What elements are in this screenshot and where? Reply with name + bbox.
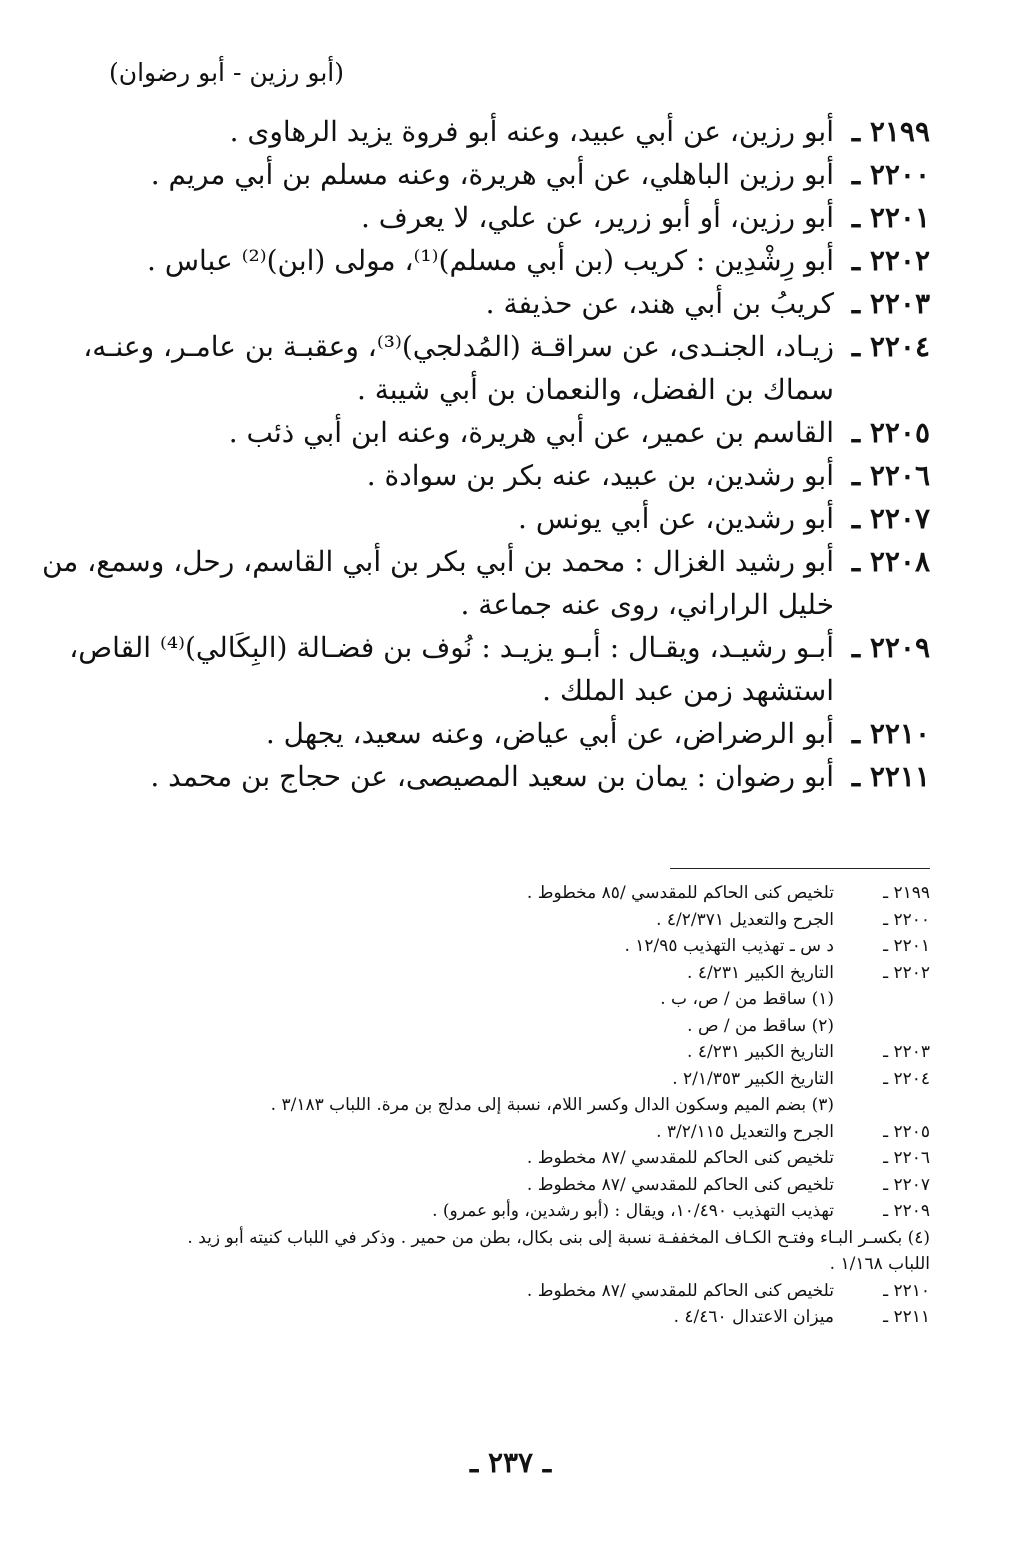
entry-text: أبو رشدين، عن أبي يونس . (518, 502, 834, 535)
entry-2200 (130, 153, 930, 196)
entry-2201 (130, 196, 930, 239)
entry-text: كريبُ بن أبي هند، عن حذيفة . (485, 287, 834, 320)
note-text: الجرح والتعديل ٣/٢/١١٥ . (656, 1121, 834, 1142)
entry-number: ٢٢٠٤ ـ (851, 330, 930, 363)
entry-number: ٢٢٠٢ ـ (851, 244, 930, 277)
entry-number: ٢٢٠٩ ـ (851, 631, 930, 664)
footnote-1: (١) ساقط من / ص، ب . (660, 989, 834, 1009)
footnote-4: (٤) بكسـر البـاء وفتـح الكـاف المخففـة نسبة إلى بنى بكال، بطن من حمير . وذكر في اللباب كنيته أبو زيد . (187, 1227, 930, 1248)
note-text: الجرح والتعديل ٤/٢/٣٧١ . (656, 909, 834, 930)
entry-2209 (69, 626, 930, 712)
entry-2208 (41, 540, 930, 626)
entry-number: ٢٢٠٦ ـ (851, 459, 930, 492)
note-2210 (150, 1278, 930, 1305)
entry-text: أبـو رشيـد، ويقـال : أبـو يزيـد : نُوف بن فضـالة (البِكَالي)⁽⁴⁾ القاص، (69, 631, 834, 664)
entry-text: أبو رضوان : يمان بن سعيد المصيصى، عن حجاج بن محمد . (150, 760, 834, 793)
entry-number: ٢٢٠١ ـ (851, 201, 930, 234)
footnote-3: (٣) بضم الميم وسكون الدال وكسر اللام، نسبة إلى مدلج بن مرة. اللباب ٣/١٨٣ . (270, 1095, 834, 1115)
note-number: ٢٢٠١ ـ (883, 936, 930, 956)
entries-list (41, 110, 930, 798)
entry-2203 (130, 282, 930, 325)
note-number: ٢٢٠٣ ـ (883, 1042, 930, 1062)
entry-2206 (130, 454, 930, 497)
note-text: تلخيص كنى الحاكم للمقدسي /٨٥ مخطوط . (526, 883, 834, 903)
note-text: تلخيص كنى الحاكم للمقدسي /٨٧ مخطوط . (526, 1280, 834, 1301)
entry-2211 (130, 755, 930, 798)
references-section (150, 880, 930, 1331)
entry-text: أبو رِشْدِين : كريب (بن أبي مسلم)⁽¹⁾، مولى (ابن)⁽²⁾ عباس . (147, 244, 834, 277)
note-text: التاريخ الكبير ٤/٢٣١ . (687, 962, 834, 983)
entry-number: ٢٢٠٧ ـ (851, 502, 930, 535)
note-2207 (150, 1172, 930, 1199)
note-2205 (150, 1119, 930, 1146)
note-number: ٢٢١٠ ـ (883, 1280, 930, 1301)
entry-2207 (130, 497, 930, 540)
entry-2210 (130, 712, 930, 755)
entry-2202 (130, 239, 930, 282)
note-2206 (150, 1145, 930, 1172)
footnote-4-continued: اللباب ١/١٦٨ . (829, 1254, 930, 1274)
entry-number: ٢٢٠٥ ـ (851, 416, 930, 449)
entry-2204 (83, 325, 930, 411)
entry-text: أبو رزين الباهلي، عن أبي هريرة، وعنه مسلم بن أبي مريم . (150, 158, 834, 191)
note-number: ٢٢١١ ـ (883, 1307, 930, 1327)
note-text: تلخيص كنى الحاكم للمقدسي /٨٧ مخطوط . (526, 1148, 834, 1168)
note-text: د س ـ تهذيب التهذيب ١٢/٩٥ . (624, 936, 834, 956)
page-number: ـ ٢٣٧ ـ (470, 1446, 552, 1479)
entry-number: ٢٢١١ ـ (851, 760, 930, 793)
entry-number: ٢١٩٩ ـ (851, 115, 930, 148)
note-text: التاريخ الكبير ٤/٢٣١ . (687, 1042, 834, 1062)
entry-text: أبو رزين، عن أبي عبيد، وعنه أبو فروة يزيد الرهاوى . (229, 115, 834, 148)
note-2204 (150, 1066, 930, 1093)
entry-text: أبو رشيد الغزال : محمد بن أبي بكر بن أبي القاسم، رحل، وسمع، من (41, 545, 834, 578)
entry-text: أبو رشدين، بن عبيد، عنه بكر بن سوادة . (366, 459, 834, 492)
entry-text: زيـاد، الجنـدى، عن سراقـة (المُدلجي)⁽³⁾، وعقبـة بن عامـر، وعنـه، (83, 330, 834, 363)
note-text: تلخيص كنى الحاكم للمقدسي /٨٧ مخطوط . (526, 1174, 834, 1195)
note-number: ٢٢٠٥ ـ (883, 1121, 930, 1142)
note-2209 (150, 1198, 930, 1225)
note-number: ٢٢٠٢ ـ (883, 962, 930, 983)
footnote-divider (670, 868, 930, 869)
note-2211 (150, 1304, 930, 1331)
entry-number: ٢٢١٠ ـ (851, 717, 930, 750)
entry-text-continued: سماك بن الفضل، والنعمان بن أبي شيبة . (356, 373, 834, 406)
note-text: التاريخ الكبير ٢/١/٣٥٣ . (672, 1068, 834, 1089)
entry-text: أبو رزين، أو أبو زرير، عن علي، لا يعرف . (360, 201, 834, 234)
note-2200 (150, 907, 930, 934)
entry-text-continued: استشهد زمن عبد الملك . (542, 674, 834, 707)
entry-text: أبو الرضراض، عن أبي عياض، وعنه سعيد، يجهل . (265, 717, 834, 750)
note-text: ميزان الاعتدال ٤/٤٦٠ . (673, 1307, 834, 1327)
note-number: ٢٢٠٧ ـ (883, 1174, 930, 1195)
note-number: ٢٢٠٦ ـ (883, 1148, 930, 1168)
entry-2205 (130, 411, 930, 454)
entry-text: القاسم بن عمير، عن أبي هريرة، وعنه ابن أبي ذئب . (228, 416, 834, 449)
note-2201 (150, 933, 930, 960)
note-2203 (150, 1039, 930, 1066)
note-number: ٢٢٠٩ ـ (883, 1201, 930, 1221)
entry-number: ٢٢٠٠ ـ (851, 158, 930, 191)
footnote-2: (٢) ساقط من / ص . (687, 1015, 834, 1036)
note-2199 (150, 880, 930, 907)
entry-2199 (130, 110, 930, 153)
entry-text-continued: خليل الراراني، روى عنه جماعة . (460, 588, 834, 621)
entry-number: ٢٢٠٣ ـ (851, 287, 930, 320)
note-number: ٢١٩٩ ـ (883, 883, 930, 903)
running-header: (أبو رزين - أبو رضوان) (108, 58, 344, 87)
note-number: ٢٢٠٠ ـ (883, 909, 930, 930)
entry-number: ٢٢٠٨ ـ (851, 545, 930, 578)
note-2202 (150, 960, 930, 987)
note-text: تهذيب التهذيب ١٠/٤٩٠، ويقال : (أبو رشدين، وأبو عمرو) . (432, 1201, 834, 1221)
note-number: ٢٢٠٤ ـ (883, 1068, 930, 1089)
